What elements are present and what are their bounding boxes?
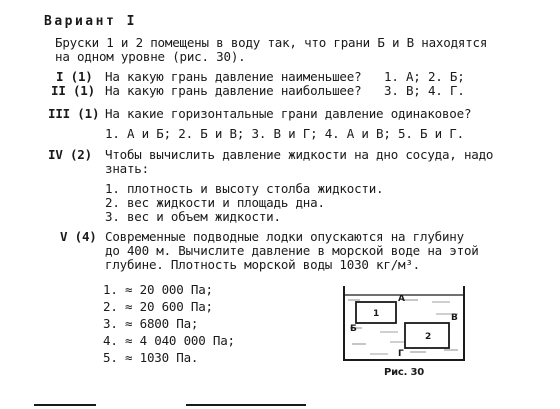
variant-title: Вариант I <box>44 14 137 29</box>
q4-option-2: 2. вес жидкости и площадь дна. <box>105 195 325 210</box>
q2-number: II (1) <box>51 83 95 98</box>
q4-number: IV (2) <box>48 147 92 162</box>
figure-caption: Рис. 30 <box>384 367 425 378</box>
bottom-rule-left <box>34 404 96 406</box>
q5-option-5: 5. ≈ 1030 Па. <box>103 350 199 365</box>
intro-line-1: Бруски 1 и 2 помещены в воду так, что грани Б и В находятся <box>55 35 488 50</box>
q5-option-2: 2. ≈ 20 600 Па; <box>103 299 213 314</box>
q5-number: V (4) <box>60 229 97 244</box>
q2-text: На какую грань давление наибольшее? <box>105 83 362 98</box>
q5-text-line-1: Современные подводные лодки опускаются на глубину <box>105 229 464 244</box>
label-face-b: Б <box>350 324 357 334</box>
q5-option-4: 4. ≈ 4 040 000 Па; <box>103 333 235 348</box>
q1-number: I (1) <box>56 69 93 84</box>
label-face-g: Г <box>398 349 404 359</box>
q3-text: На какие горизонтальные грани давление одинаковое? <box>105 106 472 121</box>
q5-text-line-2: до 400 м. Вычислите давление в морской воде на этой <box>105 243 479 258</box>
figure-30-vessel <box>340 284 470 364</box>
q1-answers: 1. А; 2. Б; <box>384 69 465 84</box>
bottom-rule-center <box>186 404 306 406</box>
q4-option-3: 3. вес и объем жидкости. <box>105 209 281 224</box>
q3-options: 1. А и Б; 2. Б и В; 3. В и Г; 4. А и В; 5. Б и Г. <box>105 126 464 141</box>
label-face-a: А <box>398 294 405 304</box>
q2-answers: 3. В; 4. Г. <box>384 83 465 98</box>
q4-text-line-2: знать: <box>105 161 149 176</box>
intro-line-2: на одном уровне (рис. 30). <box>55 49 246 64</box>
q4-text-line-1: Чтобы вычислить давление жидкости на дно сосуда, надо <box>105 147 494 162</box>
q4-option-1: 1. плотность и высоту столба жидкости. <box>105 181 384 196</box>
label-block-2: 2 <box>425 332 432 342</box>
label-face-v: В <box>451 313 458 323</box>
q3-number: III (1) <box>48 106 100 121</box>
q5-option-3: 3. ≈ 6800 Па; <box>103 316 199 331</box>
q5-text-line-3: глубине. Плотность морской воды 1030 кг/м³. <box>105 257 421 272</box>
q1-text: На какую грань давление наименьшее? <box>105 69 362 84</box>
label-block-1: 1 <box>373 309 380 319</box>
q5-option-1: 1. ≈ 20 000 Па; <box>103 282 213 297</box>
